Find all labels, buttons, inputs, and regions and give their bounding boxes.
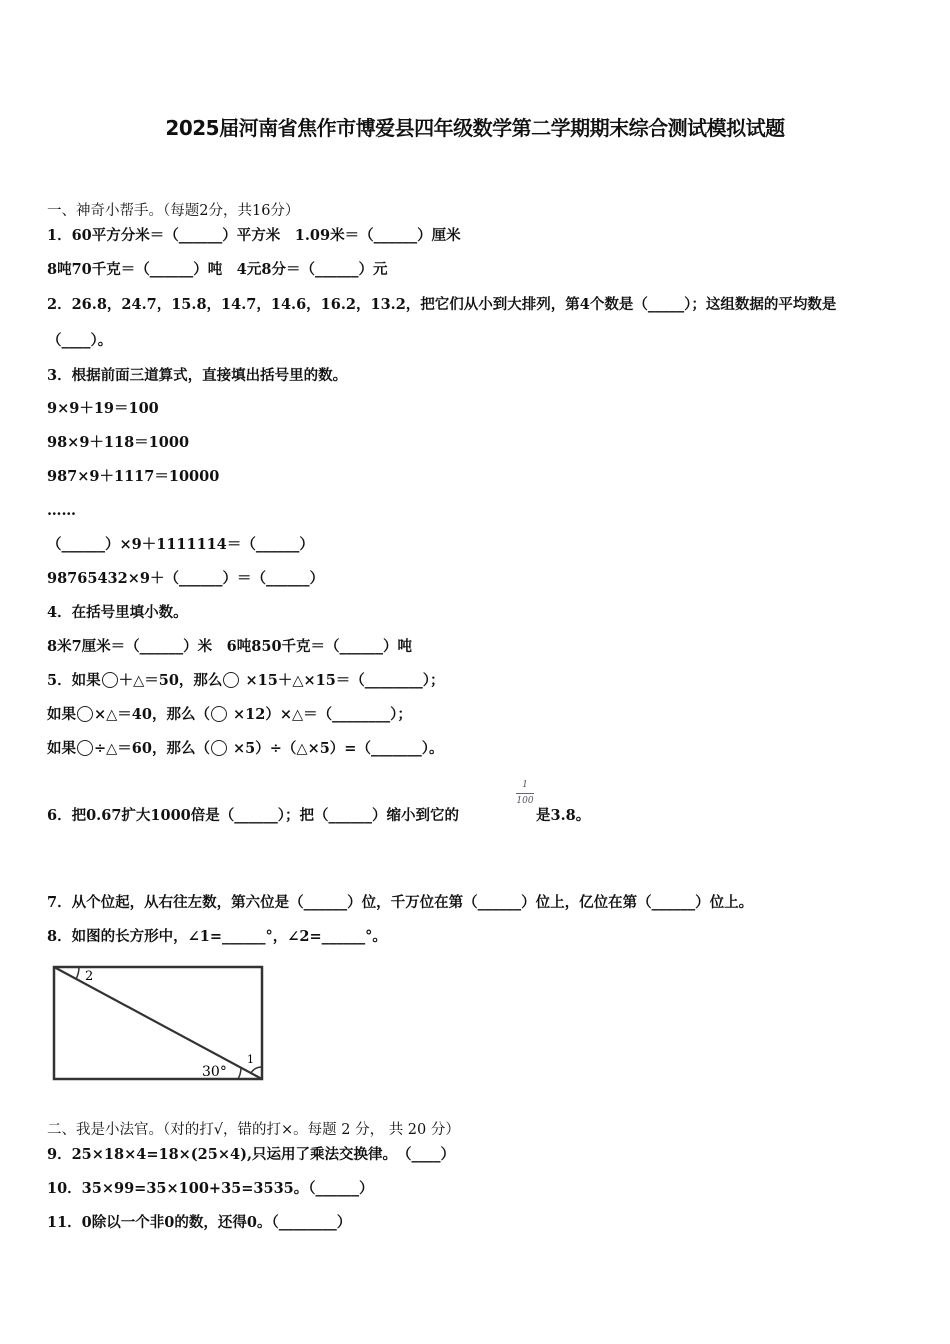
question-5-line-3: 如果 ÷△＝60，那么（ ×5）÷（△×5）=（_______）。 [47,740,444,757]
page-title: 2025届河南省焦作市博爱县四年级数学第二学期期末综合测试模拟试题 [165,116,785,140]
rectangle-diagram [49,962,267,1084]
question-4-prompt: 4．在括号里填小数。 [47,604,188,621]
fraction-bar [516,793,534,794]
angle-30-label: 30° [202,1064,227,1080]
angle-1-label: 1 [247,1053,254,1066]
circle-symbol [102,672,118,688]
question-5-line-2: 如果 ×△＝40，那么（ ×12）×△＝（________）； [47,706,412,723]
question-9-text: 9．25×18×4=18×(25×4),只运用了乘法交换律。 （____） [47,1146,455,1163]
question-3-equation-3: 987×9＋1117＝10000 [47,468,220,485]
question-7-text: 7．从个位起，从右往左数，第六位是（______）位，千万位在第（______）位上，亿位在第（______）位上。 [47,894,754,911]
question-5-line-1: 5．如果 ＋△＝50，那么 ×15＋△×15＝（________）； [47,672,445,689]
question-2-line-1: 2．26.8，24.7，15.8，14.7，14.6，16.2，13.2，把它们从小到大排列，第4个数是（_____）；这组数据的平均数是 [47,296,837,313]
question-10-text: 10．35×99=35×100+35=3535。（______） [47,1180,374,1197]
question-3-fill-1: （______）×9＋1111114＝（______） [47,536,314,553]
question-4-line: 8米7厘米＝（______）米 6吨850千克＝（______）吨 [47,638,413,655]
question-8-text: 8．如图的长方形中，∠1=______°，∠2=______°。 [47,928,387,945]
fraction-one-hundredth: 1 100 [516,780,534,806]
circle-symbol [211,706,227,722]
question-3-fill-2: 98765432×9＋（______）＝（______） [47,570,324,587]
angle-2-label: 2 [85,969,94,984]
section-1-heading: 一、神奇小帮手。（每题2分，共16分） [47,203,300,219]
circle-symbol [77,740,93,756]
question-3-equation-1: 9×9＋19＝100 [47,400,159,417]
question-6-text: 6．把0.67扩大1000倍是（______）；把（______）缩小到它的 [47,807,460,824]
circle-symbol [223,672,239,688]
section-2-heading: 二、我是小法官。（对的打√，错的打×。每题 2 分， 共 20 分） [47,1122,460,1138]
question-3-equation-2: 98×9＋118＝1000 [47,434,190,451]
question-3-ellipsis: …… [47,502,76,519]
circle-symbol [211,740,227,756]
question-6-tail: 是3.8。 [536,807,591,824]
question-11-text: 11．0除以一个非0的数，还得0。（________） [47,1214,352,1231]
question-1-line-1: 1．60平方分米＝（______）平方米 1.09米＝（______）厘米 [47,227,461,244]
question-1-line-2: 8吨70千克＝（______）吨 4元8分＝（______）元 [47,261,388,278]
circle-symbol [77,706,93,722]
question-3-prompt: 3．根据前面三道算式，直接填出括号里的数。 [47,367,348,384]
question-2-line-2: （____）。 [47,332,113,349]
